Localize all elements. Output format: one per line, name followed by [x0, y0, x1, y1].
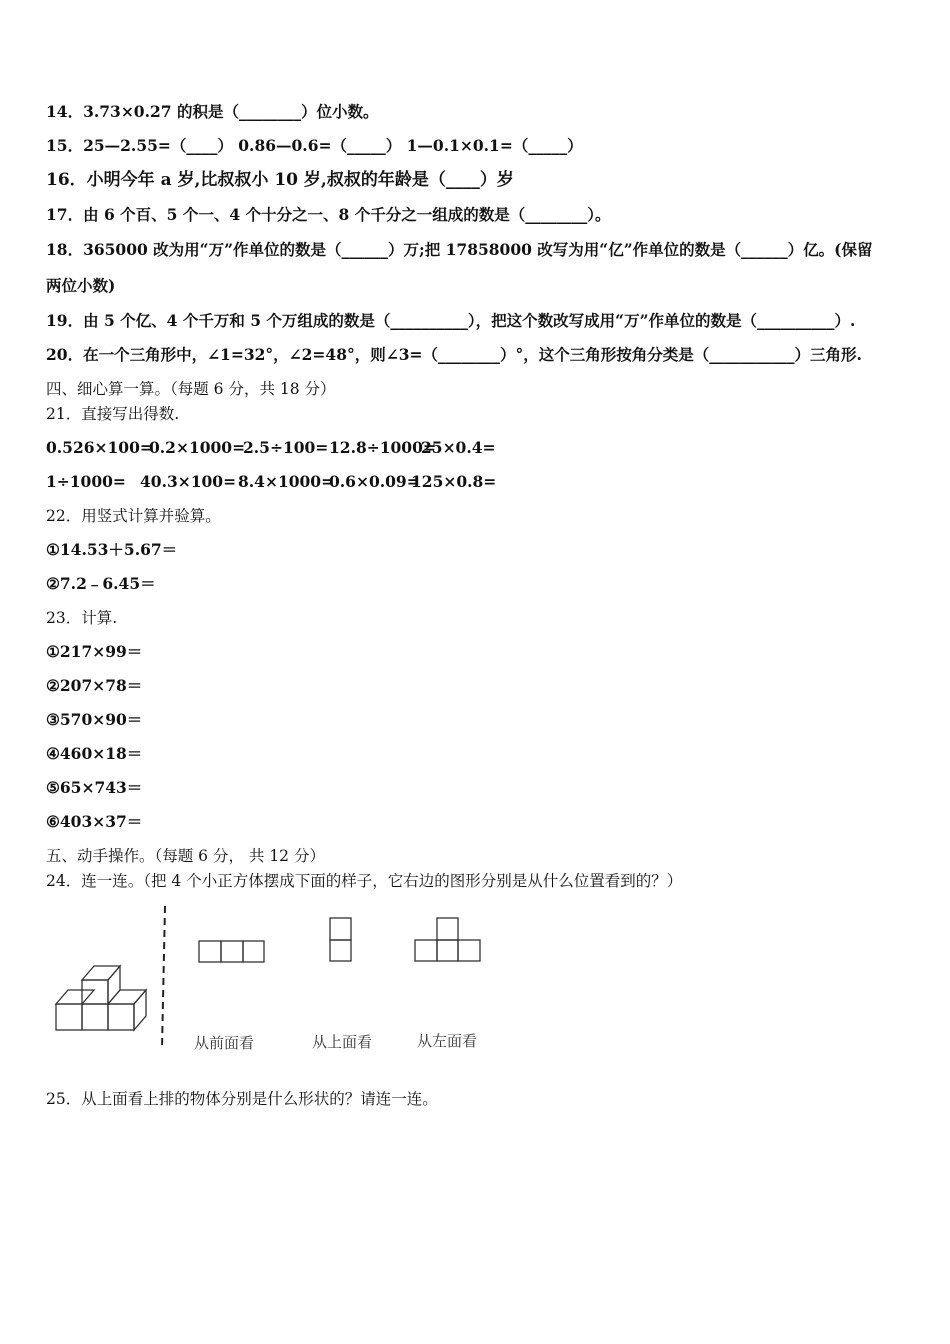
question-16: 16．小明今年 a 岁,比叔叔小 10 岁,叔叔的年龄是（____）岁: [46, 170, 514, 190]
q21-item: 2.5÷100=: [243, 438, 329, 457]
q23-item-5: ⑤65×743＝: [46, 778, 143, 797]
q21-item: 0.526×100=: [46, 438, 153, 457]
q21-row-2: [46, 472, 496, 492]
question-18-line2: 两位小数): [46, 276, 116, 295]
q23-item-2: ②207×78＝: [46, 676, 143, 695]
caption-left-view: 从左面看: [417, 1032, 478, 1050]
q21-item: 0.2×1000=: [149, 438, 246, 457]
question-19: 19．由 5 个亿、4 个千万和 5 个万组成的数是（__________），把这个数改写成用“万”作单位的数是（__________）.: [46, 311, 856, 330]
question-17: 17．由 6 个百、5 个一、4 个十分之一、8 个千分之一组成的数是（________）。: [46, 205, 611, 224]
q21-item: 25×0.4=: [421, 438, 496, 457]
q22-item-1: ①14.53＋5.67＝: [46, 540, 178, 559]
question-22-title: 22．用竖式计算并验算。: [46, 507, 221, 525]
q22-item-2: ②7.2﹣6.45＝: [46, 574, 156, 593]
section-4-heading: 四、细心算一算。（每题 6 分，共 18 分）: [46, 380, 336, 398]
q21-item: 8.4×1000=: [238, 472, 335, 491]
q21-item: 0.6×0.09=: [329, 472, 420, 491]
question-23-title: 23．计算.: [46, 609, 118, 627]
question-21-title: 21．直接写出得数.: [46, 405, 180, 423]
q23-item-3: ③570×90＝: [46, 710, 143, 729]
caption-front-view: 从前面看: [194, 1034, 255, 1052]
q23-item-4: ④460×18＝: [46, 744, 143, 763]
q23-item-1: ①217×99＝: [46, 642, 143, 661]
question-15: 15．25—2.55=（____） 0.86—0.6=（_____） 1—0.1×0.1=（_____）: [46, 136, 583, 155]
question-18-line1: 18．365000 改为用“万”作单位的数是（______）万;把 17858000 改写为用“亿”作单位的数是（______）亿。(保留: [46, 240, 873, 259]
q21-item: 1÷1000=: [46, 472, 126, 491]
q21-item: 40.3×100=: [140, 472, 237, 491]
caption-top-view: 从上面看: [312, 1033, 373, 1051]
question-14: 14．3.73×0.27 的积是（________）位小数。: [46, 102, 379, 121]
q23-item-6: ⑥403×37＝: [46, 812, 143, 831]
cube-views-figure: [46, 900, 506, 1060]
question-24-title: 24．连一连。（把 4 个小正方体摆成下面的样子，它右边的图形分别是从什么位置看到的？）: [46, 872, 683, 890]
section-5-heading: 五、动手操作。（每题 6 分， 共 12 分）: [46, 847, 325, 865]
question-25: 25．从上面看上排的物体分别是什么形状的？请连一连。: [46, 1090, 438, 1108]
question-20: 20．在一个三角形中，∠1=32°，∠2=48°，则∠3=（________）°，这个三角形按角分类是（___________）三角形.: [46, 345, 862, 364]
q21-item: 125×0.8=: [411, 472, 497, 491]
q21-row-1: [46, 438, 496, 458]
q21-item: 12.8÷1000=: [329, 438, 436, 457]
